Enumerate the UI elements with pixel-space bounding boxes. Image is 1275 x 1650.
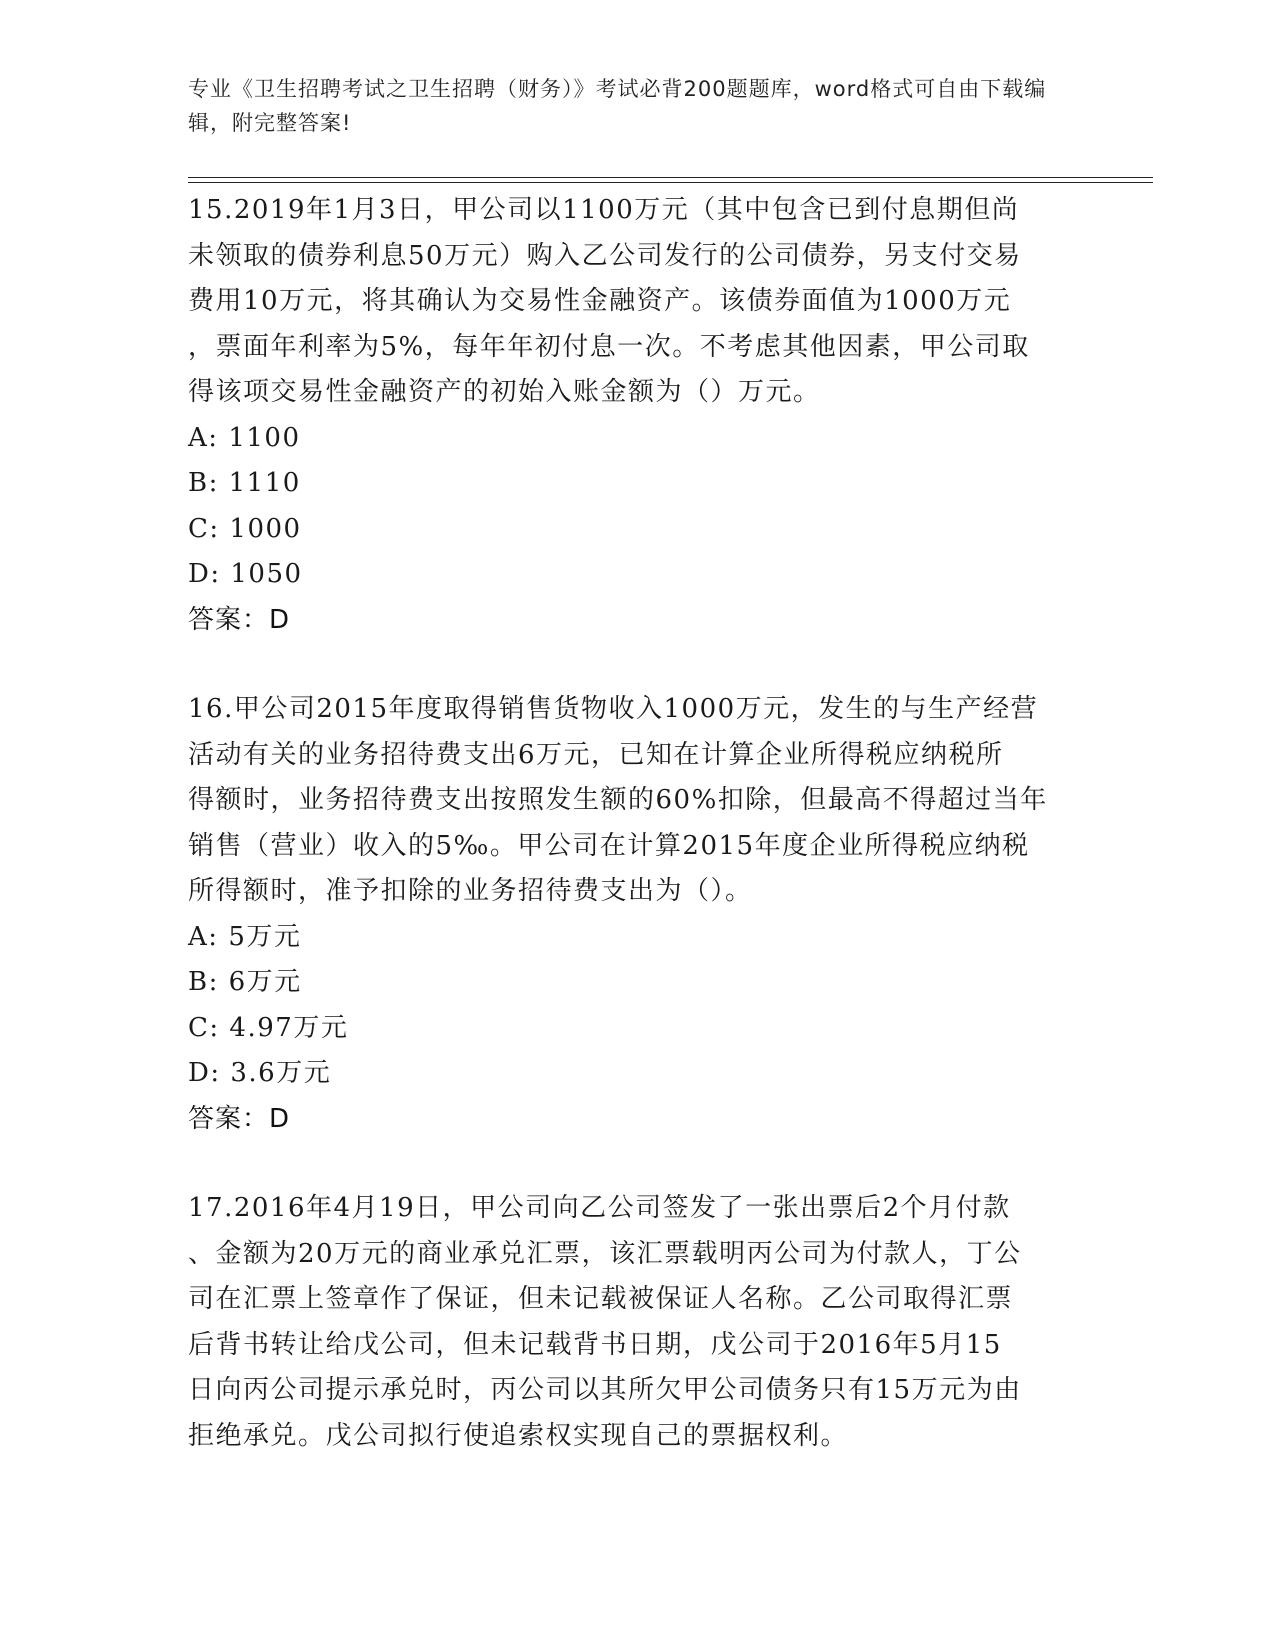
stem-line: 活动有关的业务招待费支出6万元，已知在计算企业所得税应纳税所 — [188, 739, 1004, 770]
option-b — [188, 960, 1088, 1006]
option-text: 1050 — [230, 559, 303, 589]
question-17 — [188, 1186, 1088, 1459]
option-key: B: — [188, 967, 219, 997]
stem-line: 拒绝承兑。戊公司拟行使追索权实现自己的票据权利。 — [188, 1420, 849, 1451]
option-c — [188, 1006, 1088, 1052]
option-a — [188, 416, 1088, 462]
stem-line: 、金额为20万元的商业承兑汇票，该汇票载明丙公司为付款人，丁公 — [188, 1238, 1022, 1269]
option-key: D: — [188, 1058, 221, 1088]
header-rule-bottom — [188, 182, 1153, 183]
option-key: C: — [188, 513, 220, 544]
question-stem — [188, 188, 1088, 416]
stem-line: 得该项交易性金融资产的初始入账金额为（）万元。 — [188, 377, 821, 407]
document-title: 专业《卫生招聘考试之卫生招聘（财务）》考试必背200题题库，word格式可自由下载编辑，附完整答案! — [188, 77, 1047, 135]
answer-line: 答案：D — [188, 1103, 291, 1134]
document-header — [188, 72, 1068, 140]
stem-line: 销售（营业）收入的5‰。甲公司在计算2015年度企业所得税应纳税 — [188, 830, 1030, 861]
stem-line: ，票面年利率为5%，每年年初付息一次。不考虑其他因素，甲公司取 — [188, 331, 1030, 362]
question-16 — [188, 687, 1088, 1142]
option-a — [188, 915, 1088, 961]
option-text: 1000 — [229, 513, 302, 544]
option-text: 3.6万元 — [230, 1058, 332, 1088]
stem-line: 15.2019年1月3日，甲公司以1100万元（其中包含已到付息期但尚 — [188, 195, 1020, 225]
stem-line: 未领取的债券利息50万元）购入乙公司发行的公司债券，另支付交易 — [188, 240, 1022, 271]
question-list — [188, 188, 1088, 1503]
question-stem — [188, 1186, 1088, 1459]
stem-line: 费用10万元，将其确认为交易性金融资产。该债券面值为1000万元 — [188, 286, 1012, 316]
option-key: B: — [188, 468, 219, 498]
option-d — [188, 552, 1088, 598]
option-c — [188, 507, 1088, 553]
option-text: 4.97万元 — [229, 1012, 349, 1043]
stem-line: 后背书转让给戊公司，但未记载背书日期，戊公司于2016年5月15 — [188, 1329, 1002, 1360]
option-key: D: — [188, 559, 221, 589]
stem-line: 16.甲公司2015年度取得销售货物收入1000万元，发生的与生产经营 — [188, 694, 1039, 724]
option-key: A: — [188, 422, 219, 453]
option-b — [188, 461, 1088, 507]
stem-line: 司在汇票上签章作了保证，但未记载被保证人名称。乙公司取得汇票 — [188, 1284, 1014, 1314]
option-text: 1100 — [228, 422, 301, 453]
stem-line: 得额时，业务招待费支出按照发生额的60%扣除，但最高不得超过当年 — [188, 785, 1048, 815]
option-key: C: — [188, 1012, 220, 1043]
option-key: A: — [188, 921, 219, 952]
option-text: 5万元 — [228, 921, 302, 952]
option-text: 1110 — [228, 468, 301, 498]
question-stem — [188, 687, 1088, 915]
stem-line: 所得额时，准予扣除的业务招待费支出为（）。 — [188, 876, 753, 906]
stem-line: 17.2016年4月19日，甲公司向乙公司签发了一张出票后2个月付款 — [188, 1193, 1011, 1223]
option-d — [188, 1051, 1088, 1097]
stem-line: 日向丙公司提示承兑时，丙公司以其所欠甲公司债务只有15万元为由 — [188, 1375, 1022, 1405]
answer-line: 答案：D — [188, 604, 291, 635]
option-text: 6万元 — [228, 967, 302, 997]
header-rule-top — [188, 177, 1153, 178]
question-15 — [188, 188, 1088, 643]
